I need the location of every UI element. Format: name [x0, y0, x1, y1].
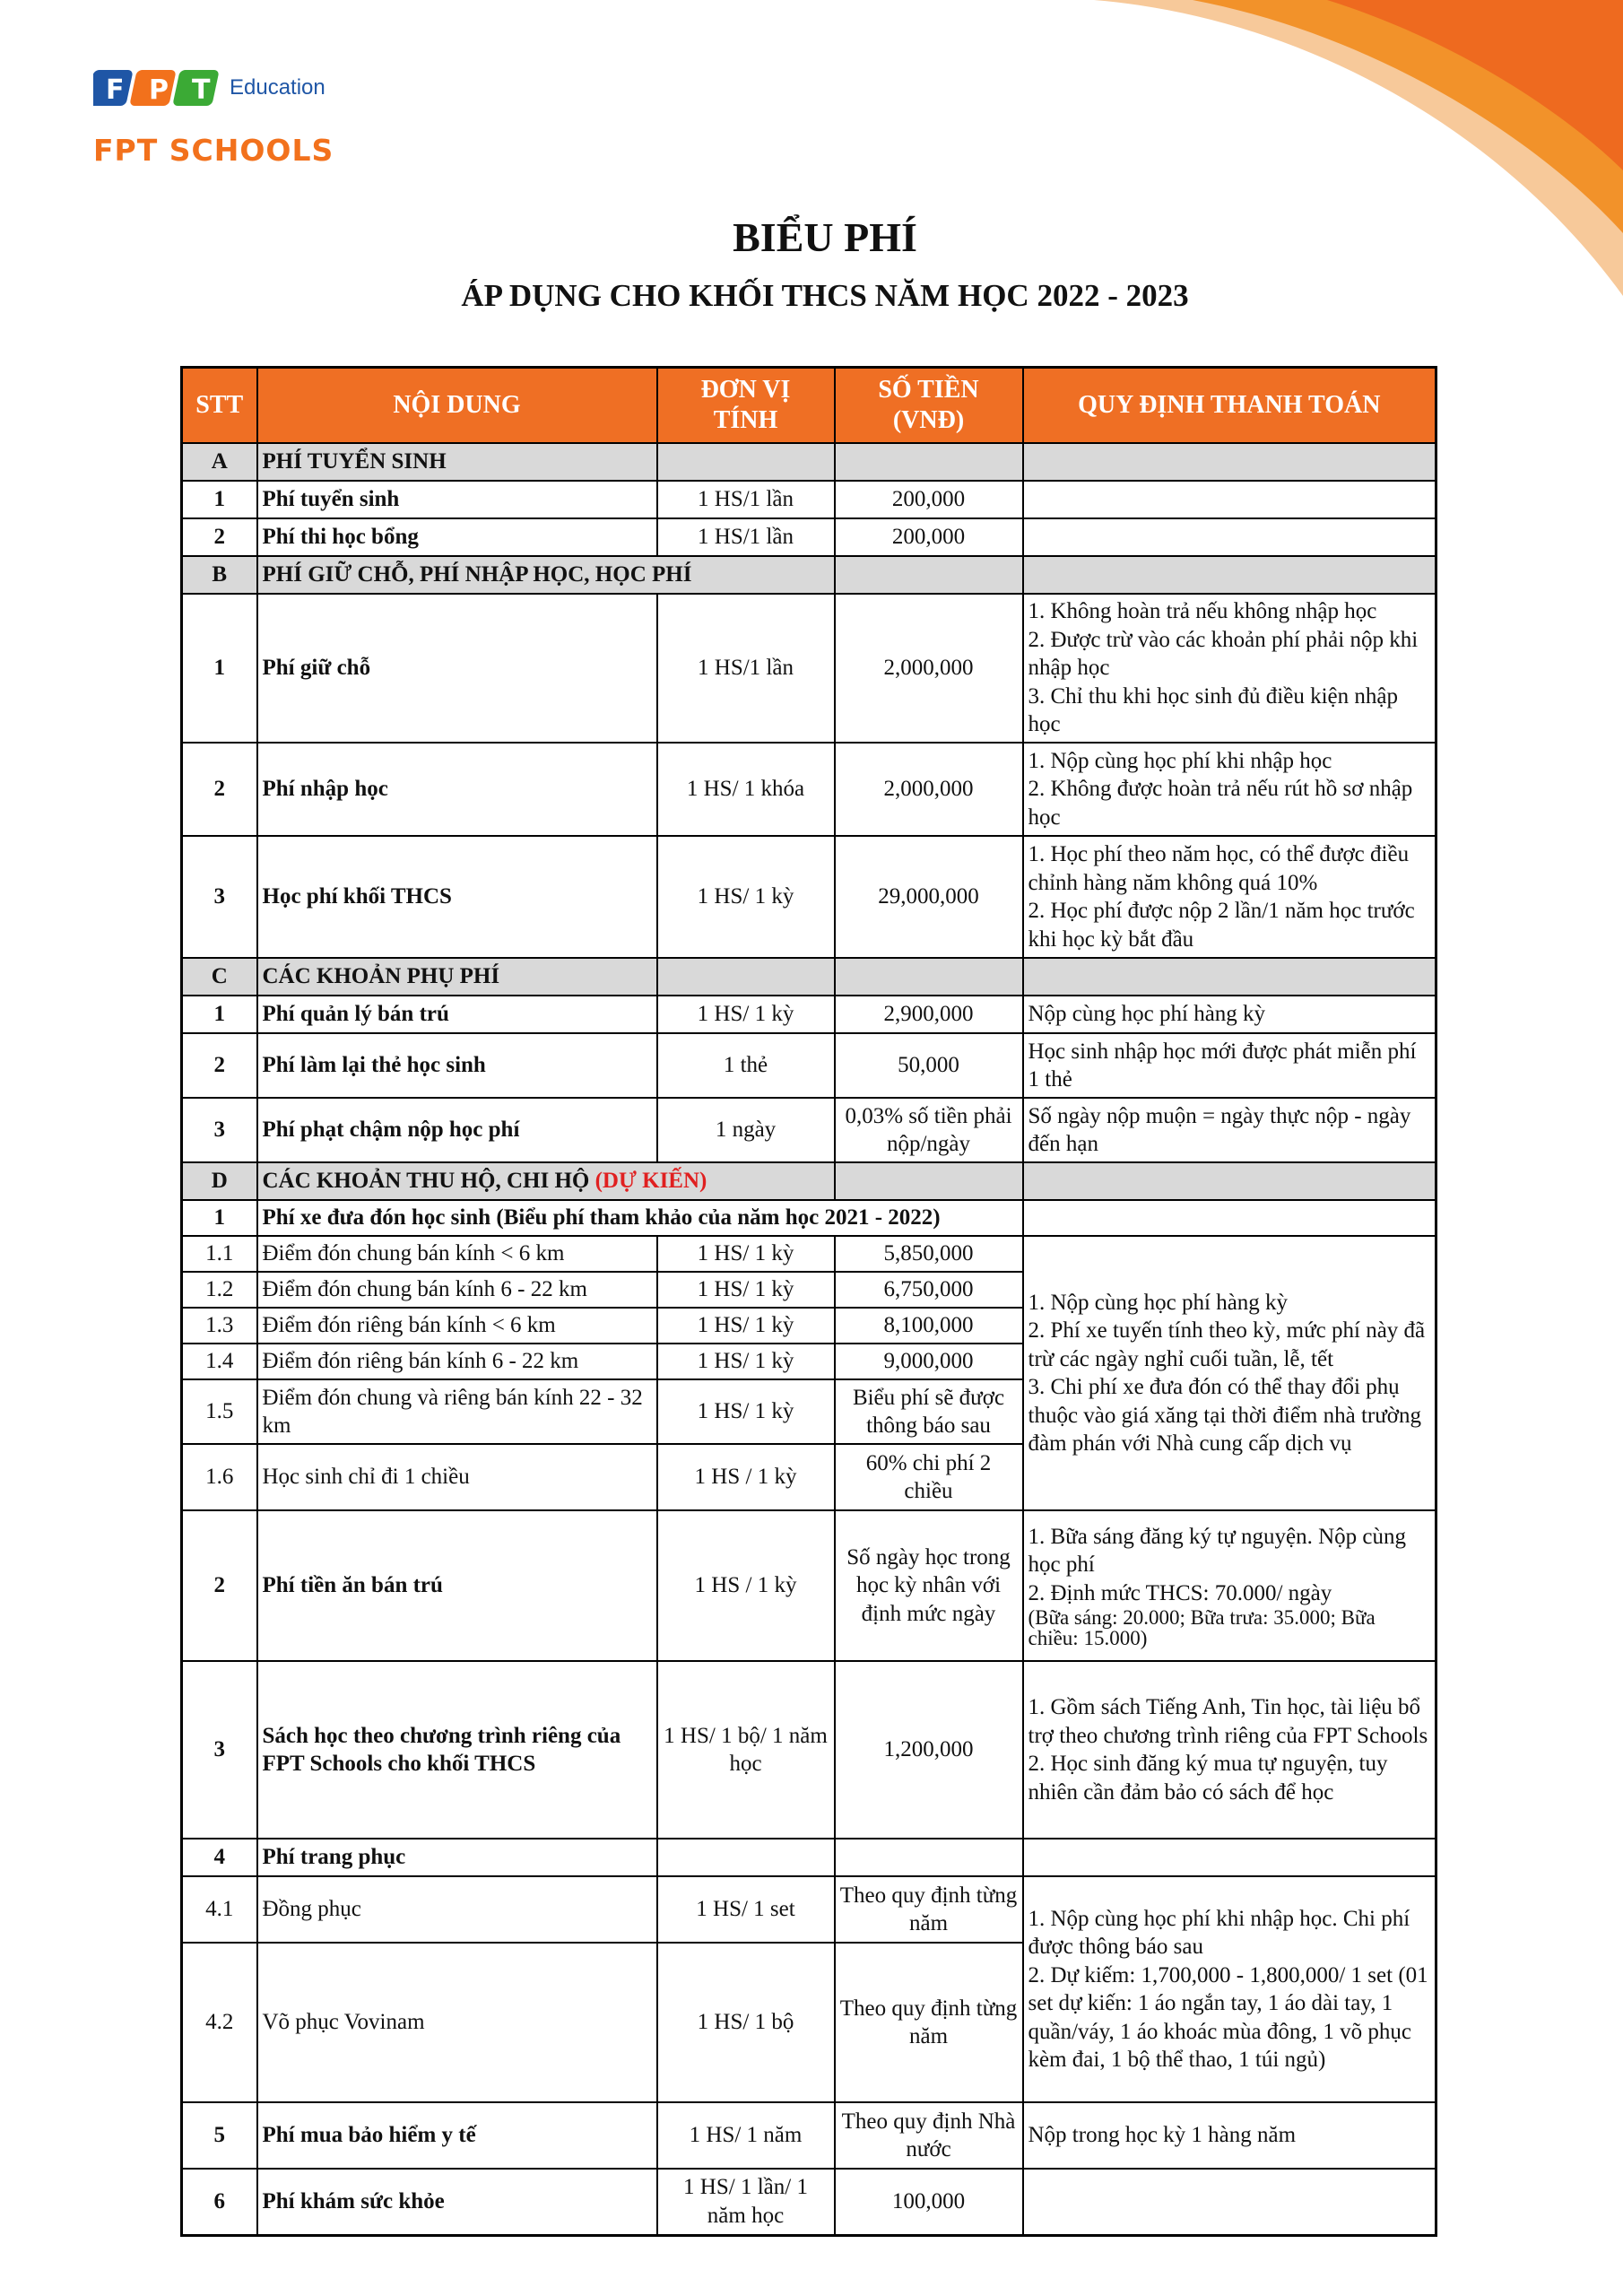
- rule-line: 1. Học phí theo năm học, có thể được điều chỉnh hàng năm không quá 10%: [1028, 842, 1410, 895]
- row-stt: 1.1: [182, 1236, 257, 1272]
- rule-line: 1. Bữa sáng đăng ký tự nguyện. Nộp cùng học phí: [1028, 1524, 1406, 1578]
- rule-line: 1. Nộp cùng học phí hàng kỳ: [1028, 1290, 1289, 1315]
- row-rule: Nộp cùng học phí hàng kỳ: [1023, 996, 1436, 1033]
- row-stt: 1: [182, 1200, 257, 1236]
- rule-line: 2. Học phí được nộp 2 lần/1 năm học trước khi học kỳ bắt đầu: [1028, 899, 1415, 952]
- table-row: [182, 1839, 1436, 1876]
- row-label: Điểm đón chung bán kính 6 - 22 km: [257, 1272, 657, 1308]
- row-unit: 1 HS / 1 kỳ: [657, 1510, 835, 1661]
- header-rule: QUY ĐỊNH THANH TOÁN: [1023, 368, 1436, 444]
- rule-line-small: (Bữa sáng: 20.000; Bữa trưa: 35.000; Bữa chiều: 15.000): [1028, 1606, 1376, 1650]
- corner-swoosh-decoration: [0, 0, 1623, 377]
- row-stt: 2: [182, 743, 257, 836]
- row-stt: 1.2: [182, 1272, 257, 1308]
- rule-line: 2. Được trừ vào các khoản phí phải nộp khi nhập học: [1028, 627, 1419, 681]
- row-amount: Theo quy định từng năm: [835, 1943, 1023, 2102]
- table-row: [182, 1510, 1436, 1661]
- row-amount: Số ngày học trong học kỳ nhân với định mức ngày: [835, 1510, 1023, 1661]
- row-stt: 4.1: [182, 1876, 257, 1943]
- table-row: [182, 1033, 1436, 1098]
- row-stt: 3: [182, 1661, 257, 1839]
- row-unit: 1 HS/ 1 kỳ: [657, 836, 835, 958]
- row-stt: 2: [182, 518, 257, 556]
- row-unit: 1 HS/ 1 kỳ: [657, 1236, 835, 1272]
- row-label: Phí làm lại thẻ học sinh: [257, 1033, 657, 1098]
- header-stt: STT: [182, 368, 257, 444]
- section-stt: D: [182, 1162, 257, 1200]
- row-rule: Số ngày nộp muộn = ngày thực nộp - ngày đến hạn: [1023, 1098, 1436, 1162]
- section-stt: A: [182, 443, 257, 481]
- row-label: Phí phạt chậm nộp học phí: [257, 1098, 657, 1162]
- rule-line: 2. Định mức THCS: 70.000/ ngày: [1028, 1580, 1332, 1605]
- table-row: [182, 996, 1436, 1033]
- rule-line: 1. Nộp cùng học phí khi nhập học. Chi phí được thông báo sau: [1028, 1906, 1410, 1959]
- row-amount: 200,000: [835, 481, 1023, 518]
- section-stt: B: [182, 556, 257, 594]
- logo-letter-p: P: [149, 74, 169, 106]
- row-label: Phí giữ chỗ: [257, 594, 657, 743]
- rule-line: 2. Dự kiếm: 1,700,000 - 1,800,000/ 1 set (01 set dự kiến: 1 áo ngắn tay, 1 áo dài tay, 1 quần/váy, 1 áo khoác mùa đông, 1 võ phục kèm đai, 1 bộ thể thao, 1 túi ngủ): [1028, 1962, 1428, 2072]
- row-label: Phí quản lý bán trú: [257, 996, 657, 1033]
- row-unit: 1 HS/ 1 kỳ: [657, 1379, 835, 1444]
- row-label: Học sinh chỉ đi 1 chiều: [257, 1444, 657, 1510]
- row-rule-bus: [1023, 1236, 1436, 1510]
- row-rule: [1023, 1510, 1436, 1661]
- row-amount: Theo quy định Nhà nước: [835, 2102, 1023, 2169]
- row-label: Võ phục Vovinam: [257, 1943, 657, 2102]
- section-label: PHÍ TUYỂN SINH: [257, 443, 657, 481]
- table-row: [182, 518, 1436, 556]
- row-unit: 1 HS/1 lần: [657, 481, 835, 518]
- row-rule: [1023, 1661, 1436, 1839]
- row-label: Điểm đón chung và riêng bán kính 22 - 32 km: [257, 1379, 657, 1444]
- page-subtitle: ÁP DỤNG CHO KHỐI THCS NĂM HỌC 2022 - 2023: [461, 278, 1189, 313]
- row-amount: 200,000: [835, 518, 1023, 556]
- row-label: Sách học theo chương trình riêng của FPT Schools cho khối THCS: [257, 1661, 657, 1839]
- rule-line: 3. Chỉ thu khi học sinh đủ điều kiện nhập học: [1028, 683, 1398, 737]
- fpt-logo-icon: [93, 65, 228, 111]
- row-unit: 1 HS/ 1 kỳ: [657, 996, 835, 1033]
- table-row: [182, 1876, 1436, 1943]
- section-row-a: [182, 443, 1436, 481]
- row-rule: [1023, 836, 1436, 958]
- section-label-text: CÁC KHOẢN THU HỘ, CHI HỘ: [262, 1169, 590, 1194]
- section-stt: C: [182, 958, 257, 996]
- row-amount: Biểu phí sẽ được thông báo sau: [835, 1379, 1023, 1444]
- row-label: Phí trang phục: [257, 1839, 657, 1876]
- section-row-b: [182, 556, 1436, 594]
- section-label: CÁC KHOẢN PHỤ PHÍ: [257, 958, 657, 996]
- row-unit: 1 HS/ 1 set: [657, 1876, 835, 1943]
- row-label: Phí thi học bổng: [257, 518, 657, 556]
- table-row: [182, 481, 1436, 518]
- row-unit: 1 HS/1 lần: [657, 518, 835, 556]
- row-amount: 0,03% số tiền phải nộp/ngày: [835, 1098, 1023, 1162]
- row-label: Phí khám sức khỏe: [257, 2169, 657, 2235]
- row-label: Học phí khối THCS: [257, 836, 657, 958]
- row-stt: 1: [182, 481, 257, 518]
- row-stt: 1: [182, 594, 257, 743]
- header-unit: [657, 368, 835, 444]
- header-amount: [835, 368, 1023, 444]
- row-unit: 1 HS/ 1 kỳ: [657, 1272, 835, 1308]
- logo-education-text: Education: [230, 75, 325, 100]
- row-stt: 6: [182, 2169, 257, 2235]
- row-label: Điểm đón riêng bán kính 6 - 22 km: [257, 1344, 657, 1379]
- table-row: [182, 594, 1436, 743]
- row-stt: 1.3: [182, 1308, 257, 1344]
- row-stt: 4.2: [182, 1943, 257, 2102]
- row-amount: 8,100,000: [835, 1308, 1023, 1344]
- table-row: [182, 1200, 1436, 1236]
- row-stt: 1.4: [182, 1344, 257, 1379]
- row-rule: [1023, 743, 1436, 836]
- row-unit: 1 HS/ 1 bộ: [657, 1943, 835, 2102]
- section-label: [257, 1162, 835, 1200]
- section-label: PHÍ GIỮ CHỖ, PHÍ NHẬP HỌC, HỌC PHÍ: [257, 556, 835, 594]
- table-row: [182, 743, 1436, 836]
- row-amount: 100,000: [835, 2169, 1023, 2235]
- row-unit: 1 HS/ 1 kỳ: [657, 1344, 835, 1379]
- row-unit: 1 HS/ 1 lần/ 1 năm học: [657, 2169, 835, 2235]
- rule-line: 2. Phí xe tuyến tính theo kỳ, mức phí này đã trừ các ngày nghỉ cuối tuần, lễ, tết: [1028, 1318, 1426, 1371]
- row-unit: 1 HS/ 1 khóa: [657, 743, 835, 836]
- header-unit-line2: TÍNH: [713, 406, 778, 434]
- row-unit: 1 HS/ 1 kỳ: [657, 1308, 835, 1344]
- section-row-c: [182, 958, 1436, 996]
- row-label: Điểm đón chung bán kính < 6 km: [257, 1236, 657, 1272]
- row-amount: Theo quy định từng năm: [835, 1876, 1023, 1943]
- row-stt: 1.5: [182, 1379, 257, 1444]
- rule-line: 1. Không hoàn trả nếu không nhập học: [1028, 599, 1377, 624]
- row-rule: Học sinh nhập học mới được phát miễn phí 1 thẻ: [1023, 1033, 1436, 1098]
- table-header-row: [182, 368, 1436, 444]
- table-row: [182, 2169, 1436, 2235]
- row-stt: 2: [182, 1510, 257, 1661]
- rule-line: 3. Chi phí xe đưa đón có thể thay đổi phụ thuộc vào giá xăng tại thời điểm nhà trường đàm phán với Nhà cung cấp dịch vụ: [1028, 1375, 1422, 1456]
- table-row: [182, 2102, 1436, 2169]
- row-stt: 3: [182, 836, 257, 958]
- header-amount-line1: SỐ TIỀN: [878, 376, 979, 404]
- row-stt: 5: [182, 2102, 257, 2169]
- row-label: Phí mua bảo hiểm y tế: [257, 2102, 657, 2169]
- row-amount: 2,900,000: [835, 996, 1023, 1033]
- rule-line: 1. Nộp cùng học phí khi nhập học: [1028, 748, 1332, 773]
- page-title: BIỂU PHÍ: [733, 214, 917, 260]
- logo-letter-t: T: [192, 74, 211, 106]
- table-row: [182, 836, 1436, 958]
- row-amount: 2,000,000: [835, 594, 1023, 743]
- fee-table: [180, 366, 1437, 2237]
- table-row: [182, 1661, 1436, 1839]
- row-amount: 9,000,000: [835, 1344, 1023, 1379]
- header-content: NỘI DUNG: [257, 368, 657, 444]
- row-amount: 5,850,000: [835, 1236, 1023, 1272]
- row-amount: 1,200,000: [835, 1661, 1023, 1839]
- row-amount: 50,000: [835, 1033, 1023, 1098]
- logo-letter-f: F: [106, 74, 125, 106]
- section-label-red: (DỰ KIẾN): [595, 1169, 707, 1194]
- row-stt: 2: [182, 1033, 257, 1098]
- table-row: [182, 1236, 1436, 1272]
- rule-line: 2. Không được hoàn trả nếu rút hồ sơ nhập học: [1028, 777, 1413, 830]
- row-amount: 2,000,000: [835, 743, 1023, 836]
- row-amount: 60% chi phí 2 chiều: [835, 1444, 1023, 1510]
- row-unit: 1 thẻ: [657, 1033, 835, 1098]
- row-stt: 1.6: [182, 1444, 257, 1510]
- row-stt: 1: [182, 996, 257, 1033]
- header-amount-line2: (VNĐ): [892, 406, 965, 434]
- row-label: Đồng phục: [257, 1876, 657, 1943]
- header-unit-line1: ĐƠN VỊ: [700, 376, 791, 404]
- section-row-d: [182, 1162, 1436, 1200]
- row-amount: 29,000,000: [835, 836, 1023, 958]
- row-rule: [1023, 594, 1436, 743]
- row-unit: 1 HS/ 1 năm: [657, 2102, 835, 2169]
- rule-line: 1. Gồm sách Tiếng Anh, Tin học, tài liệu bổ trợ theo chương trình riêng của FPT Schools: [1028, 1695, 1428, 1748]
- row-stt: 3: [182, 1098, 257, 1162]
- row-unit: 1 HS/1 lần: [657, 594, 835, 743]
- row-amount: 6,750,000: [835, 1272, 1023, 1308]
- row-label: Phí nhập học: [257, 743, 657, 836]
- row-label: Phí tiền ăn bán trú: [257, 1510, 657, 1661]
- row-label: Điểm đón riêng bán kính < 6 km: [257, 1308, 657, 1344]
- logo-brand-name: FPT SCHOOLS: [93, 133, 334, 168]
- row-unit: 1 HS / 1 kỳ: [657, 1444, 835, 1510]
- table-row: [182, 1098, 1436, 1162]
- rule-line: 2. Học sinh đăng ký mua tự nguyện, tuy nhiên cần đảm bảo có sách để học: [1028, 1752, 1388, 1805]
- row-stt: 4: [182, 1839, 257, 1876]
- row-unit: 1 ngày: [657, 1098, 835, 1162]
- row-rule-uniform: [1023, 1876, 1436, 2102]
- row-rule: Nộp trong học kỳ 1 hàng năm: [1023, 2102, 1436, 2169]
- row-label: Phí tuyển sinh: [257, 481, 657, 518]
- row-label: Phí xe đưa đón học sinh (Biểu phí tham khảo của năm học 2021 - 2022): [257, 1200, 1023, 1236]
- row-unit: 1 HS/ 1 bộ/ 1 năm học: [657, 1661, 835, 1839]
